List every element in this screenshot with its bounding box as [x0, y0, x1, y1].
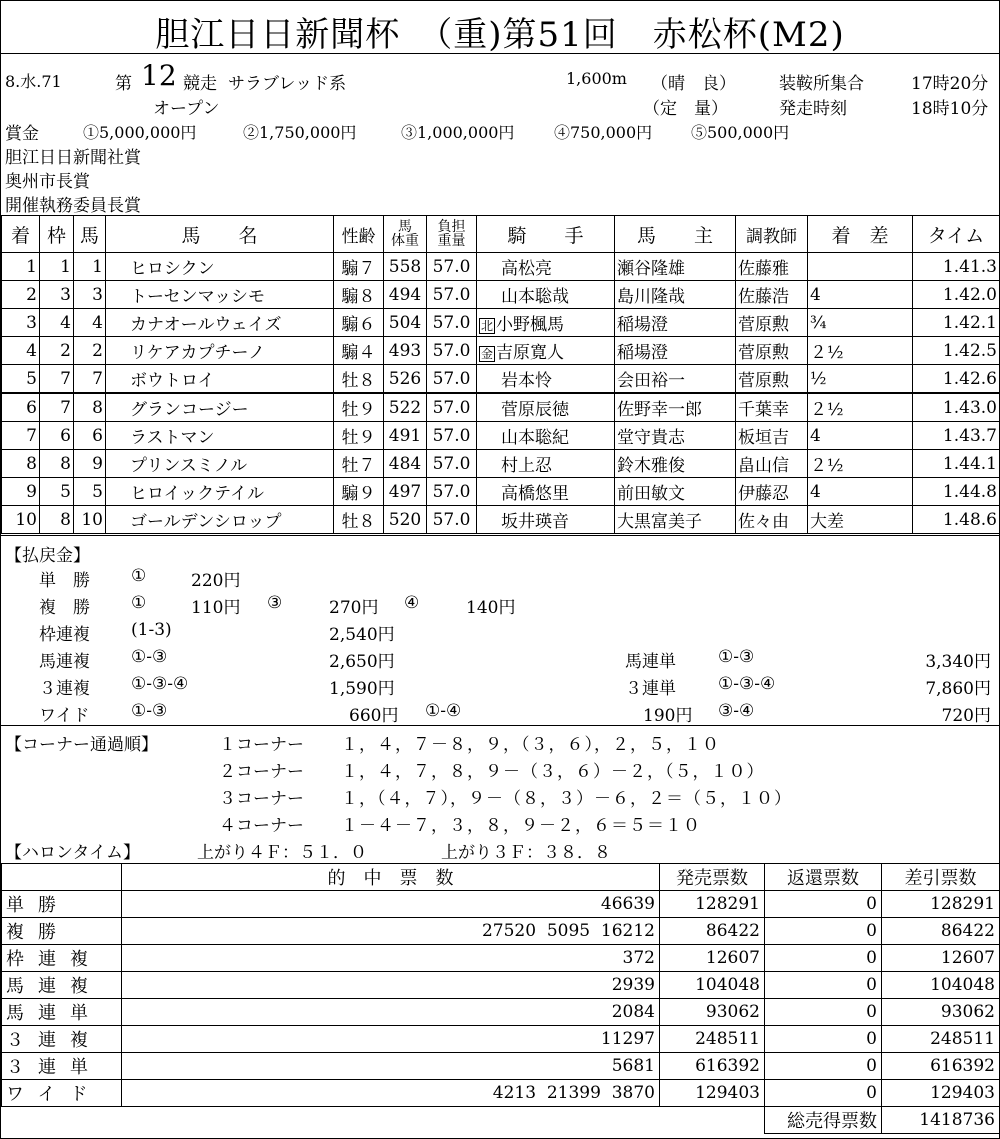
payout-place-3-amount: 140円: [466, 598, 516, 618]
result-bracket: 4: [40, 309, 74, 337]
result-owner: 会田裕一: [615, 365, 736, 394]
result-horse-no: 2: [74, 337, 106, 365]
result-horse-name: カナオールウェイズ: [106, 309, 334, 337]
race-breed: サラブレッド系: [228, 74, 347, 94]
results-table: [1, 215, 1000, 534]
sales-refund: 0: [765, 891, 882, 918]
payout-exacta-label: 馬連単: [625, 652, 676, 672]
result-horse-name: ヒロイックテイル: [106, 478, 334, 506]
sales-table: [1, 863, 1000, 1134]
sales-sold: 616392: [660, 1053, 765, 1080]
result-place: 4: [2, 337, 40, 365]
sales-refund: 0: [765, 972, 882, 999]
page-title: 胆江日日新聞杯 （重)第51回 赤松杯(M2): [155, 15, 845, 55]
jockey-affiliation-mark: 北: [480, 319, 493, 333]
result-margin: 大差: [808, 506, 913, 534]
payout-win-label: 単 勝: [39, 571, 90, 591]
sales-row: [2, 918, 1000, 945]
result-trainer: 菅原勲: [736, 309, 808, 337]
result-jockey: [477, 393, 615, 422]
result-margin: [808, 253, 913, 281]
result-owner: 島川隆哉: [615, 281, 736, 309]
result-owner: 堂守貴志: [615, 422, 736, 450]
result-jockey: [477, 253, 615, 281]
assembly-label: 装鞍所集合: [779, 74, 864, 94]
corner-2-order: １，４，７，８，９－（３，６）－２，（５，１０）: [341, 762, 765, 782]
result-place: 10: [2, 506, 40, 534]
corner-3-label: ３コーナー: [219, 789, 304, 809]
payout-trifecta-combo: ①-③-④: [718, 674, 776, 694]
result-horse-name: トーセンマッシモ: [106, 281, 334, 309]
result-weight: 522: [384, 393, 427, 422]
result-weight: 504: [384, 309, 427, 337]
result-sex-age: 騸６: [334, 309, 384, 337]
result-margin: 4: [808, 281, 913, 309]
jockey-name: 村上忍: [501, 456, 552, 476]
result-owner: 佐野幸一郎: [615, 393, 736, 422]
sales-refund: 0: [765, 1026, 882, 1053]
sales-bet-type: 単勝: [2, 891, 122, 918]
jockey-name: 山本聡紀: [501, 428, 569, 448]
result-time: 1.41.3: [913, 253, 1000, 281]
result-horse-no: 6: [74, 422, 106, 450]
result-burden: 57.0: [427, 422, 477, 450]
result-row: [2, 365, 1000, 394]
jockey-name: 岩本怜: [501, 371, 552, 391]
payout-bracket-quinella-combo: (1-3): [131, 620, 172, 640]
col-owner: 馬 主: [615, 216, 736, 253]
sales-col-sold: 発売票数: [660, 864, 765, 891]
post-time: 18時10分: [911, 99, 989, 119]
result-burden: 57.0: [427, 281, 477, 309]
sales-bet-type: 枠連複: [2, 945, 122, 972]
sales-net: 128291: [882, 891, 1000, 918]
sales-sold: 12607: [660, 945, 765, 972]
payout-place-label: 複 勝: [39, 598, 90, 618]
sales-net: 12607: [882, 945, 1000, 972]
payout-wide-2-amount: 190円: [643, 706, 693, 726]
payout-quinella-label: 馬連複: [39, 652, 90, 672]
result-sex-age: 牡８: [334, 506, 384, 534]
result-trainer: 伊藤忍: [736, 478, 808, 506]
result-bracket: 8: [40, 506, 74, 534]
result-place: 3: [2, 309, 40, 337]
result-sex-age: 騸９: [334, 478, 384, 506]
sales-row: [2, 972, 1000, 999]
payout-place-1-combo: ①: [131, 593, 147, 613]
payout-wide-label: ワイド: [39, 706, 90, 726]
payout-quinella-combo: ①-③: [131, 647, 168, 667]
result-place: 7: [2, 422, 40, 450]
result-jockey: [477, 450, 615, 478]
payout-trifecta-amount: 7,860円: [925, 679, 991, 699]
result-place: 1: [2, 253, 40, 281]
result-row: [2, 450, 1000, 478]
result-trainer: 板垣吉: [736, 422, 808, 450]
result-sex-age: 牡９: [334, 393, 384, 422]
result-place: 2: [2, 281, 40, 309]
result-trainer: 畠山信: [736, 450, 808, 478]
sales-hit-count: 46639: [122, 891, 660, 918]
race-class: オープン: [153, 99, 220, 119]
result-time: 1.42.5: [913, 337, 1000, 365]
sales-net: 93062: [882, 999, 1000, 1026]
result-owner: 大黒富美子: [615, 506, 736, 534]
result-time: 1.42.6: [913, 365, 1000, 394]
furlong-last4f: 上がり４Ｆ：５１．０: [197, 843, 367, 863]
result-weight: 494: [384, 281, 427, 309]
result-burden: 57.0: [427, 450, 477, 478]
result-owner: 瀬谷隆雄: [615, 253, 736, 281]
sales-row: [2, 1080, 1000, 1107]
result-row: [2, 506, 1000, 534]
result-time: 1.42.0: [913, 281, 1000, 309]
col-sex-age: 性齢: [334, 216, 384, 253]
result-jockey: [477, 422, 615, 450]
result-sex-age: 牡８: [334, 365, 384, 394]
corner-1-order: １，４，７－８，９，（３，６），２，５，１０: [341, 735, 720, 755]
sales-col-net: 差引票数: [882, 864, 1000, 891]
result-place: 6: [2, 393, 40, 422]
sales-col-refund: 返還票数: [765, 864, 882, 891]
col-burden-line2: 重量: [437, 233, 466, 249]
result-time: 1.42.1: [913, 309, 1000, 337]
result-margin: 4: [808, 478, 913, 506]
col-body-weight-line2: 体重: [391, 233, 419, 249]
result-burden: 57.0: [427, 337, 477, 365]
result-burden: 57.0: [427, 478, 477, 506]
sales-hit-count: 27520 5095 16212: [122, 918, 660, 945]
sales-sold: 86422: [660, 918, 765, 945]
result-margin: ２½: [808, 337, 913, 365]
sales-row: [2, 945, 1000, 972]
divider: [1, 725, 999, 726]
corner-1-label: １コーナー: [219, 735, 304, 755]
result-time: 1.43.7: [913, 422, 1000, 450]
result-row: [2, 393, 1000, 422]
award-1: 胆江日日新聞社賞: [5, 148, 141, 168]
sales-refund: 0: [765, 945, 882, 972]
col-burden-line1: 負担: [437, 219, 466, 235]
result-place: 8: [2, 450, 40, 478]
sales-bet-type: ３連単: [2, 1053, 122, 1080]
sales-refund: 0: [765, 918, 882, 945]
race-distance: 1,600m: [566, 69, 627, 88]
jockey-name: 小野楓馬: [496, 315, 564, 335]
jockey-name: 吉原寛人: [496, 343, 564, 363]
result-sex-age: 牡７: [334, 450, 384, 478]
furlong-last3f: 上がり３Ｆ：３８．８: [441, 843, 611, 863]
sales-row: [2, 999, 1000, 1026]
sales-hit-count: 2939: [122, 972, 660, 999]
sales-refund: 0: [765, 1080, 882, 1107]
sales-sold: 248511: [660, 1026, 765, 1053]
payout-place-3-combo: ④: [404, 593, 420, 613]
result-sex-age: 騸７: [334, 253, 384, 281]
result-trainer: 菅原勲: [736, 365, 808, 394]
sales-sold: 93062: [660, 999, 765, 1026]
result-place: 5: [2, 365, 40, 394]
result-bracket: 2: [40, 337, 74, 365]
result-burden: 57.0: [427, 253, 477, 281]
result-burden: 57.0: [427, 365, 477, 394]
result-bracket: 3: [40, 281, 74, 309]
sales-total-label: 総売得票数: [765, 1107, 882, 1134]
corner-header: 【コーナー通過順】: [5, 735, 158, 755]
sales-bet-type: 馬連単: [2, 999, 122, 1026]
result-bracket: 7: [40, 393, 74, 422]
sales-refund: 0: [765, 999, 882, 1026]
result-horse-name: ボウトロイ: [106, 365, 334, 394]
result-horse-name: リケアカプチーノ: [106, 337, 334, 365]
divider: [1, 53, 999, 54]
result-row: [2, 478, 1000, 506]
result-bracket: 5: [40, 478, 74, 506]
award-2: 奥州市長賞: [5, 172, 90, 192]
sales-row: [2, 1026, 1000, 1053]
sales-net: 248511: [882, 1026, 1000, 1053]
sales-total-value: 1418736: [882, 1107, 1000, 1134]
result-weight: 558: [384, 253, 427, 281]
result-sex-age: 牡９: [334, 422, 384, 450]
results-body: [2, 253, 1000, 534]
sales-sold: 129403: [660, 1080, 765, 1107]
payout-bracket-quinella-label: 枠連複: [39, 625, 90, 645]
result-bracket: 7: [40, 365, 74, 394]
result-margin: ２½: [808, 450, 913, 478]
result-trainer: 佐藤浩: [736, 281, 808, 309]
sales-hit-count: 11297: [122, 1026, 660, 1053]
result-weight: 497: [384, 478, 427, 506]
payout-place-1-amount: 110円: [191, 598, 241, 618]
sales-total-spacer: [122, 1107, 660, 1134]
col-body-weight-line1: 馬: [398, 219, 412, 235]
result-bracket: 6: [40, 422, 74, 450]
result-row: [2, 253, 1000, 281]
result-trainer: 佐藤雅: [736, 253, 808, 281]
result-weight: 520: [384, 506, 427, 534]
award-3: 開催執務委員長賞: [5, 196, 141, 216]
result-burden: 57.0: [427, 309, 477, 337]
corner-4-order: １－４－７，３，８，９－２，６＝５＝１０: [341, 816, 701, 836]
prize-2: ②1,750,000円: [243, 123, 357, 142]
result-burden: 57.0: [427, 393, 477, 422]
result-owner: 前田敏文: [615, 478, 736, 506]
sales-hit-count: 372: [122, 945, 660, 972]
result-time: 1.44.1: [913, 450, 1000, 478]
prize-5: ⑤500,000円: [691, 123, 790, 142]
col-burden: [427, 216, 477, 253]
payout-exacta-amount: 3,340円: [925, 652, 991, 672]
result-horse-no: 7: [74, 365, 106, 394]
result-horse-name: グランコージー: [106, 393, 334, 422]
sales-bet-type: 馬連複: [2, 972, 122, 999]
payout-wide-3-combo: ③-④: [718, 701, 755, 721]
post-label: 発走時刻: [779, 99, 847, 119]
result-sex-age: 騸４: [334, 337, 384, 365]
result-horse-no: 1: [74, 253, 106, 281]
col-margin: 着 差: [808, 216, 913, 253]
result-trainer: 菅原勲: [736, 337, 808, 365]
result-weight: 526: [384, 365, 427, 394]
race-weather: （晴 良）: [651, 74, 736, 94]
result-horse-no: 4: [74, 309, 106, 337]
col-horse-no: 馬: [74, 216, 106, 253]
result-bracket: 1: [40, 253, 74, 281]
result-bracket: 8: [40, 450, 74, 478]
sales-bet-type: ワイド: [2, 1080, 122, 1107]
result-jockey: [477, 281, 615, 309]
corner-4-label: ４コーナー: [219, 816, 304, 836]
result-jockey: [477, 337, 615, 365]
sales-hit-count: 2084: [122, 999, 660, 1026]
sales-sold: 128291: [660, 891, 765, 918]
payout-trifecta-label: ３連単: [625, 679, 676, 699]
result-horse-name: プリンスミノル: [106, 450, 334, 478]
payout-quinella-amount: 2,650円: [329, 652, 395, 672]
sales-row: [2, 891, 1000, 918]
results-header-row: [2, 216, 1000, 253]
race-prefix: 第: [115, 74, 132, 94]
payout-win-amount: 220円: [191, 571, 241, 591]
result-trainer: 千葉幸: [736, 393, 808, 422]
payout-wide-1-combo: ①-③: [131, 701, 168, 721]
col-trainer: 調教師: [736, 216, 808, 253]
jockey-name: 菅原辰徳: [501, 400, 569, 420]
sales-total-row: [2, 1107, 1000, 1134]
prize-3: ③1,000,000円: [401, 123, 515, 142]
sales-row: [2, 1053, 1000, 1080]
corner-3-order: １，（４，７），９－（８，３）－６，２＝（５，１０）: [341, 789, 792, 809]
col-jockey: 騎 手: [477, 216, 615, 253]
sales-header-row: [2, 864, 1000, 891]
col-body-weight: [384, 216, 427, 253]
result-owner: 鈴木雅俊: [615, 450, 736, 478]
result-horse-no: 9: [74, 450, 106, 478]
jockey-affiliation-mark: 金: [480, 347, 493, 361]
col-horse-name: 馬 名: [106, 216, 334, 253]
payout-wide-3-amount: 720円: [941, 706, 991, 726]
payout-trio-label: ３連複: [39, 679, 90, 699]
corner-2-label: ２コーナー: [219, 762, 304, 782]
result-horse-name: ラストマン: [106, 422, 334, 450]
result-jockey: [477, 506, 615, 534]
result-jockey: [477, 309, 615, 337]
payout-wide-1-amount: 660円: [349, 706, 399, 726]
sales-bet-type: 複勝: [2, 918, 122, 945]
result-weight: 484: [384, 450, 427, 478]
payout-bracket-quinella-amount: 2,540円: [329, 625, 395, 645]
jockey-name: 坂井瑛音: [501, 512, 569, 532]
result-row: [2, 337, 1000, 365]
race-number: 12: [141, 59, 177, 92]
result-row: [2, 309, 1000, 337]
result-weight: 493: [384, 337, 427, 365]
payout-trio-combo: ①-③-④: [131, 674, 189, 694]
result-time: 1.44.8: [913, 478, 1000, 506]
result-margin: 4: [808, 422, 913, 450]
payout-exacta-combo: ①-③: [718, 647, 755, 667]
result-jockey: [477, 365, 615, 394]
sales-bet-type: ３連複: [2, 1026, 122, 1053]
result-row: [2, 422, 1000, 450]
sales-net: 104048: [882, 972, 1000, 999]
sales-net: 616392: [882, 1053, 1000, 1080]
col-time: タイム: [913, 216, 1000, 253]
sales-hit-count: 5681: [122, 1053, 660, 1080]
prize-4: ④750,000円: [554, 123, 653, 142]
sales-total-spacer: [2, 1107, 122, 1134]
result-horse-name: ゴールデンシロップ: [106, 506, 334, 534]
result-jockey: [477, 478, 615, 506]
col-place: 着: [2, 216, 40, 253]
prize-label: 賞金: [5, 124, 39, 144]
result-owner: 稲場澄: [615, 337, 736, 365]
payout-place-2-combo: ③: [267, 593, 283, 613]
sales-col-hit: 的 中 票 数: [122, 864, 660, 891]
race-suffix: 競走: [183, 74, 217, 94]
sales-total-spacer: [660, 1107, 765, 1134]
jockey-name: 山本聡哉: [501, 287, 569, 307]
result-horse-no: 8: [74, 393, 106, 422]
race-weight-rule: （定 量）: [643, 99, 728, 119]
result-weight: 491: [384, 422, 427, 450]
jockey-name: 高松亮: [501, 259, 552, 279]
result-margin: ½: [808, 365, 913, 394]
col-bracket: 枠: [40, 216, 74, 253]
result-time: 1.43.0: [913, 393, 1000, 422]
result-time: 1.48.6: [913, 506, 1000, 534]
payout-wide-2-combo: ①-④: [425, 701, 462, 721]
assembly-time: 17時20分: [911, 74, 989, 94]
jockey-name: 高橋悠里: [501, 484, 569, 504]
sales-body: [2, 891, 1000, 1107]
sales-sold: 104048: [660, 972, 765, 999]
result-trainer: 佐々由: [736, 506, 808, 534]
sales-net: 129403: [882, 1080, 1000, 1107]
payout-header: 【払戻金】: [5, 546, 90, 566]
sales-hit-count: 4213 21399 3870: [122, 1080, 660, 1107]
result-owner: 稲場澄: [615, 309, 736, 337]
result-sex-age: 騸８: [334, 281, 384, 309]
payout-trio-amount: 1,590円: [329, 679, 395, 699]
sales-col-type: [2, 864, 122, 891]
result-place: 9: [2, 478, 40, 506]
result-row: [2, 281, 1000, 309]
result-margin: ２½: [808, 393, 913, 422]
sales-net: 86422: [882, 918, 1000, 945]
payout-win-combo: ①: [131, 566, 147, 586]
result-horse-no: 10: [74, 506, 106, 534]
payout-place-2-amount: 270円: [329, 598, 379, 618]
result-horse-no: 3: [74, 281, 106, 309]
result-burden: 57.0: [427, 506, 477, 534]
result-horse-name: ヒロシクン: [106, 253, 334, 281]
race-date: 8.水.71: [5, 72, 62, 91]
furlong-header: 【ハロンタイム】: [5, 843, 140, 863]
prize-1: ①5,000,000円: [83, 123, 197, 142]
result-horse-no: 5: [74, 478, 106, 506]
result-margin: ¾: [808, 309, 913, 337]
divider: [1, 535, 999, 536]
sales-refund: 0: [765, 1053, 882, 1080]
